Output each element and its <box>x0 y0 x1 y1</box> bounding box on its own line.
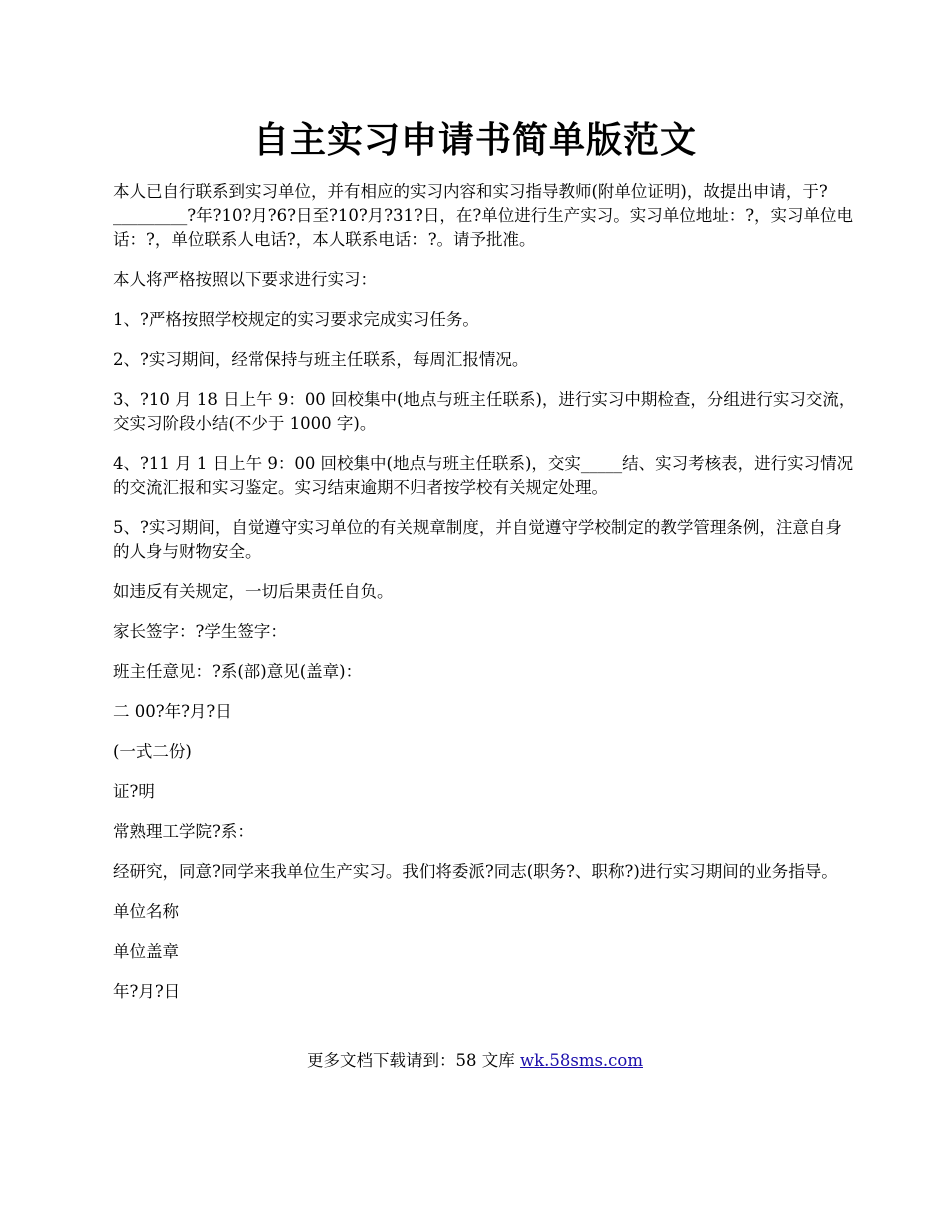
paragraph-requirement-1: 1、?严格按照学校规定的实习要求完成实习任务。 <box>113 310 479 329</box>
paragraph-requirement-5: 5、?实习期间，自觉遵守实习单位的有关规章制度，并自觉遵守学校制定的教学管理条例，注意自身的人身与财物安全。 <box>113 518 842 561</box>
document-body <box>113 180 858 1020</box>
footer-prefix: 更多文档下载请到：58 文库 <box>306 1051 520 1070</box>
paragraph-approvals: 班主任意见：?系(部)意见(盖章)： <box>113 662 363 681</box>
paragraph-responsibility: 如违反有关规定，一切后果责任自负。 <box>113 582 394 601</box>
paragraph-requirement-3: 3、?10 月 18 日上午 9：00 回校集中(地点与班主任联系)，进行实习中期检查，分组进行实习交流，交实习阶段小结(不少于 1000 字)。 <box>113 390 856 433</box>
paragraph-unit-name: 单位名称 <box>113 902 179 921</box>
footer-link[interactable]: wk.58sms.com <box>519 1051 643 1070</box>
download-footer <box>0 1049 950 1073</box>
paragraph-recipient: 常熟理工学院?系： <box>113 822 254 841</box>
paragraph-unit-seal: 单位盖章 <box>113 942 179 961</box>
paragraph-requirement-2: 2、?实习期间，经常保持与班主任联系，每周汇报情况。 <box>113 350 529 369</box>
paragraph-requirements-intro: 本人将严格按照以下要求进行实习： <box>113 270 377 289</box>
paragraph-signatures: 家长签字：?学生签字： <box>113 622 287 641</box>
paragraph-copies: (一式二份) <box>113 742 192 761</box>
paragraph-requirement-4: 4、?11 月 1 日上午 9：00 回校集中(地点与班主任联系)，交实_____结、实习考核表，进行实习情况的交流汇报和实习鉴定。实习结束逾期不归者按学校有关规定处理。 <box>113 454 854 497</box>
paragraph-certificate-heading: 证?明 <box>113 782 155 801</box>
paragraph-date: 二 00?年?月?日 <box>113 702 232 721</box>
document-title: 自主实习申请书简单版范文 <box>252 119 697 161</box>
paragraph-certificate-date: 年?月?日 <box>113 982 181 1001</box>
paragraph-certificate-body: 经研究，同意?同学来我单位生产实习。我们将委派?同志(职务?、职称?)进行实习期间的业务指导。 <box>113 862 838 881</box>
paragraph-application: 本人已自行联系到实习单位，并有相应的实习内容和实习指导教师(附单位证明)，故提出申请，于?_________?年?10?月?6?日至?10?月?31?日，在?单位进行生产实习。实习单位地址：?，实习单位电话：?，单位联系人电话?，本人联系电话：?。请予批准。 <box>113 182 854 249</box>
